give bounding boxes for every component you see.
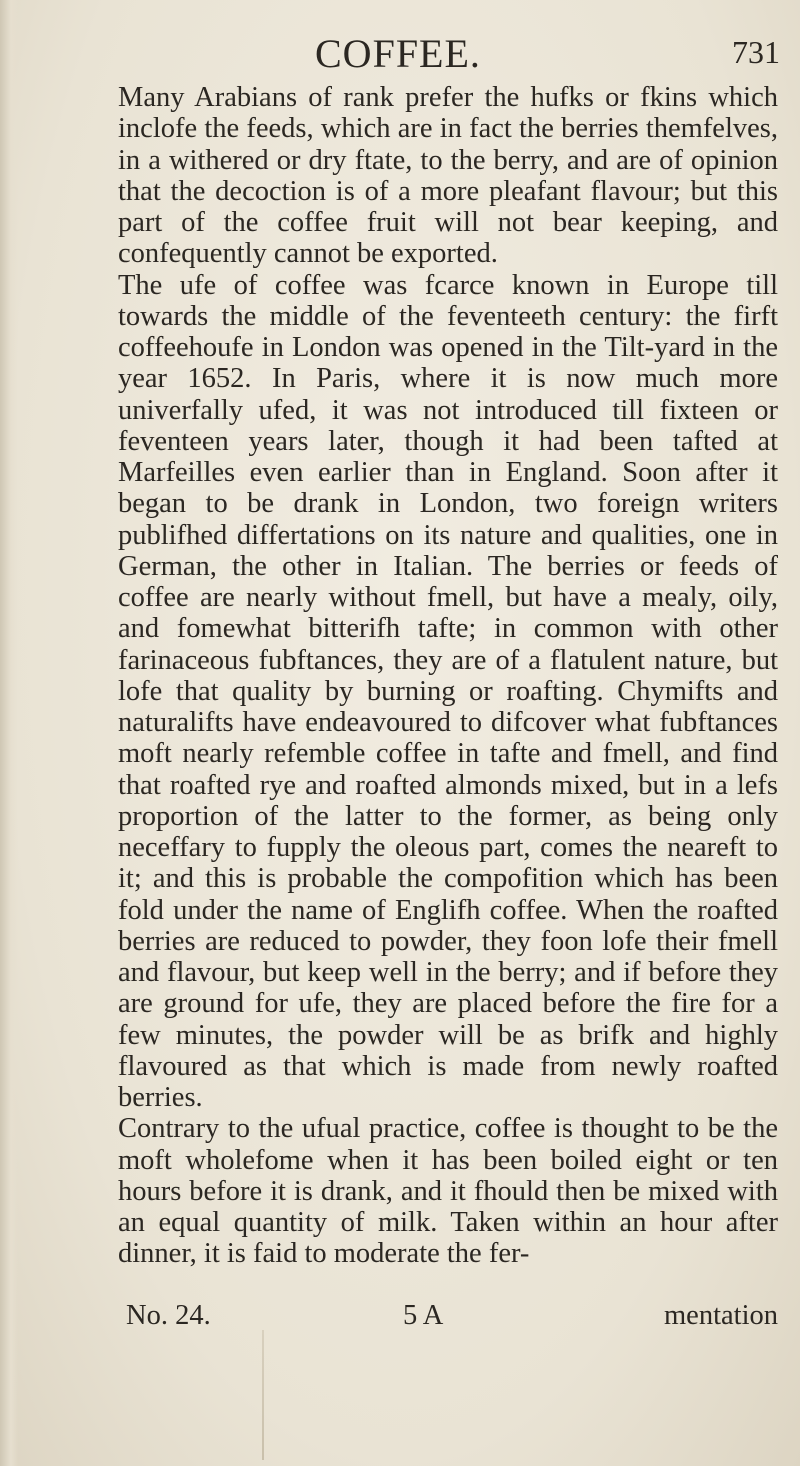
body-text	[118, 82, 778, 1270]
page-footer	[118, 1300, 778, 1340]
paragraph: The ufe of coffee was fcarce known in Europe till towards the middle of the feventeeth century: the firft coffeehoufe in London was opened in the Tilt-yard in the year 1652. In Paris, where it is now much more univerfally ufed, it was not introduced till fixteen or feventeen years later, though it had been tafted at Marfeilles even earlier than in England. Soon after it began to be drank in London, two foreign writers publifhed differtations on its nature and qualities, one in German, the other in Italian. The berries or feeds of coffee are nearly without fmell, but have a mealy, oily, and fomewhat bitterifh tafte; in common with other farinaceous fubftances, they are of a flatulent nature, but lofe that quality by burning or roafting. Chymifts and naturalifts have endeavoured to difcover what fubftances moft nearly refemble coffee in tafte and fmell, and find that roafted rye and roafted almonds mixed, but in a lefs proportion of the latter to the former, as being only neceffary to fupply the oleous part, comes the neareft to it; and this is probable the compofition which has been fold under the name of Englifh coffee. When the roafted berries are reduced to powder, they foon lofe their fmell and flavour, but keep well in the berry; and if before they are ground for ufe, they are placed before the fire for a few minutes, the powder will be as brifk and highly flavoured as that which is made from newly roafted berries.	[118, 269, 778, 1113]
paper-crease	[262, 1330, 264, 1460]
catchword: mentation	[664, 1300, 778, 1331]
page-header	[110, 30, 780, 80]
page-gutter	[0, 0, 18, 1466]
signature-mark: No. 24.	[126, 1300, 211, 1331]
paragraph: Contrary to the ufual practice, coffee is thought to be the moft wholefome when it has been boiled eight or ten hours before it is drank, and it fhould then be mixed with an equal quantity of milk. Taken within an hour after dinner, it is faid to moderate the fer-	[118, 1113, 778, 1270]
gathering-mark: 5 A	[403, 1300, 444, 1331]
running-title: COFFEE.	[315, 31, 481, 76]
paragraph: Many Arabians of rank prefer the hufks or fkins which inclofe the feeds, which are in fact the berries themfelves, in a withered or dry ftate, to the berry, and are of opinion that the decoction is of a more pleafant flavour; but this part of the coffee fruit will not bear keeping, and confequently cannot be exported.	[118, 82, 778, 270]
page-number: 731	[732, 34, 780, 70]
